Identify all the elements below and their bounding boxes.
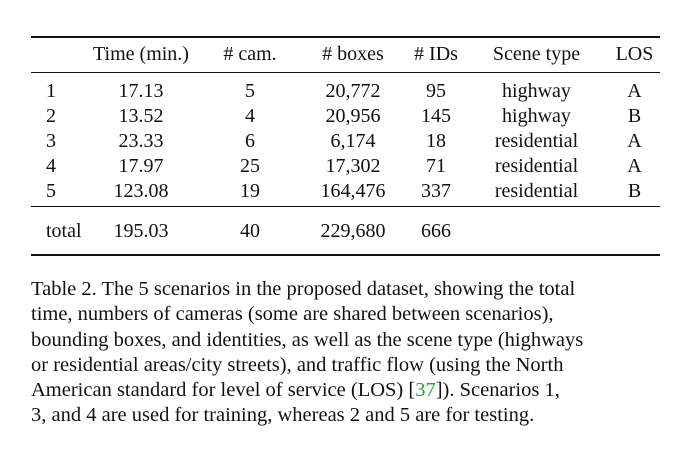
cell-ids: 18: [426, 130, 446, 152]
cell-cameras: 5: [245, 80, 255, 102]
cell-total-label: total: [46, 220, 82, 242]
citation-link[interactable]: 37: [415, 379, 436, 402]
cell-time: 123.08: [113, 180, 169, 202]
table-top-rule: [31, 36, 660, 38]
cell-los: A: [627, 155, 642, 177]
table-row: [31, 154, 660, 178]
cell-scene-type: highway: [502, 80, 571, 102]
cell-ids: 145: [421, 105, 451, 127]
caption-line: bounding boxes, and identities, as well as the scene type (highways: [31, 328, 584, 351]
table-bottom-rule: [31, 254, 660, 256]
cell-scenario: 4: [46, 155, 56, 177]
cell-scene-type: highway: [502, 105, 571, 127]
cell-time: 23.33: [118, 130, 164, 152]
header-cell-cameras: # cam.: [223, 43, 277, 65]
cell-scenario: 3: [46, 130, 56, 152]
table-header-row: [31, 42, 660, 66]
table-total-row: [31, 219, 660, 243]
cell-boxes: 20,772: [325, 80, 381, 102]
header-cell-boxes: # boxes: [322, 43, 384, 65]
cell-scene-type: residential: [494, 155, 579, 177]
cell-boxes: 17,302: [325, 155, 381, 177]
cell-scene-type: residential: [494, 130, 579, 152]
cell-total-time: 195.03: [113, 220, 169, 242]
cell-boxes: 164,476: [320, 180, 386, 202]
cell-cameras: 6: [245, 130, 255, 152]
cell-scenario: 2: [46, 105, 56, 127]
cell-boxes: 6,174: [330, 130, 376, 152]
cell-total-ids: 666: [421, 220, 451, 242]
cell-los: B: [627, 105, 642, 127]
table-row: [31, 129, 660, 153]
cell-los: A: [627, 130, 642, 152]
cell-cameras: 4: [245, 105, 255, 127]
cell-cameras: 19: [240, 180, 260, 202]
header-cell-los: LOS: [615, 43, 654, 65]
cell-ids: 337: [421, 180, 451, 202]
caption-line: [31, 378, 663, 403]
caption-line: time, numbers of cameras (some are shared between scenarios),: [31, 303, 554, 326]
cell-los: A: [627, 80, 642, 102]
table-header-rule: [31, 72, 660, 73]
table-row: [31, 179, 660, 203]
table-total-rule: [31, 206, 660, 207]
cell-scenario: 1: [46, 80, 56, 102]
caption-line: Table 2. The 5 scenarios in the proposed dataset, showing the total: [31, 278, 576, 300]
caption-line: 3, and 4 are used for training, whereas 2 and 5 are for testing.: [31, 404, 535, 427]
caption-line: or residential areas/city streets), and traffic flow (using the North: [31, 353, 564, 376]
caption-text: ]). Scenarios 1,: [435, 379, 560, 402]
caption-text: American standard for level of service (LOS) [: [31, 379, 416, 402]
cell-scenario: 5: [46, 180, 56, 202]
cell-total-boxes: 229,680: [320, 220, 386, 242]
table-caption: [31, 277, 663, 429]
cell-total-cameras: 40: [240, 220, 260, 242]
cell-los: B: [627, 180, 642, 202]
cell-scene-type: residential: [494, 180, 579, 202]
table-row: [31, 79, 660, 103]
table-row: [31, 104, 660, 128]
header-cell-time: Time (min.): [93, 43, 189, 65]
cell-ids: 95: [426, 80, 446, 102]
cell-time: 17.97: [118, 155, 164, 177]
header-cell-ids: # IDs: [414, 43, 458, 65]
cell-cameras: 25: [240, 155, 260, 177]
cell-ids: 71: [426, 155, 446, 177]
cell-time: 13.52: [118, 105, 164, 127]
cell-boxes: 20,956: [325, 105, 381, 127]
header-cell-scene-type: Scene type: [492, 43, 581, 65]
cell-time: 17.13: [118, 80, 164, 102]
